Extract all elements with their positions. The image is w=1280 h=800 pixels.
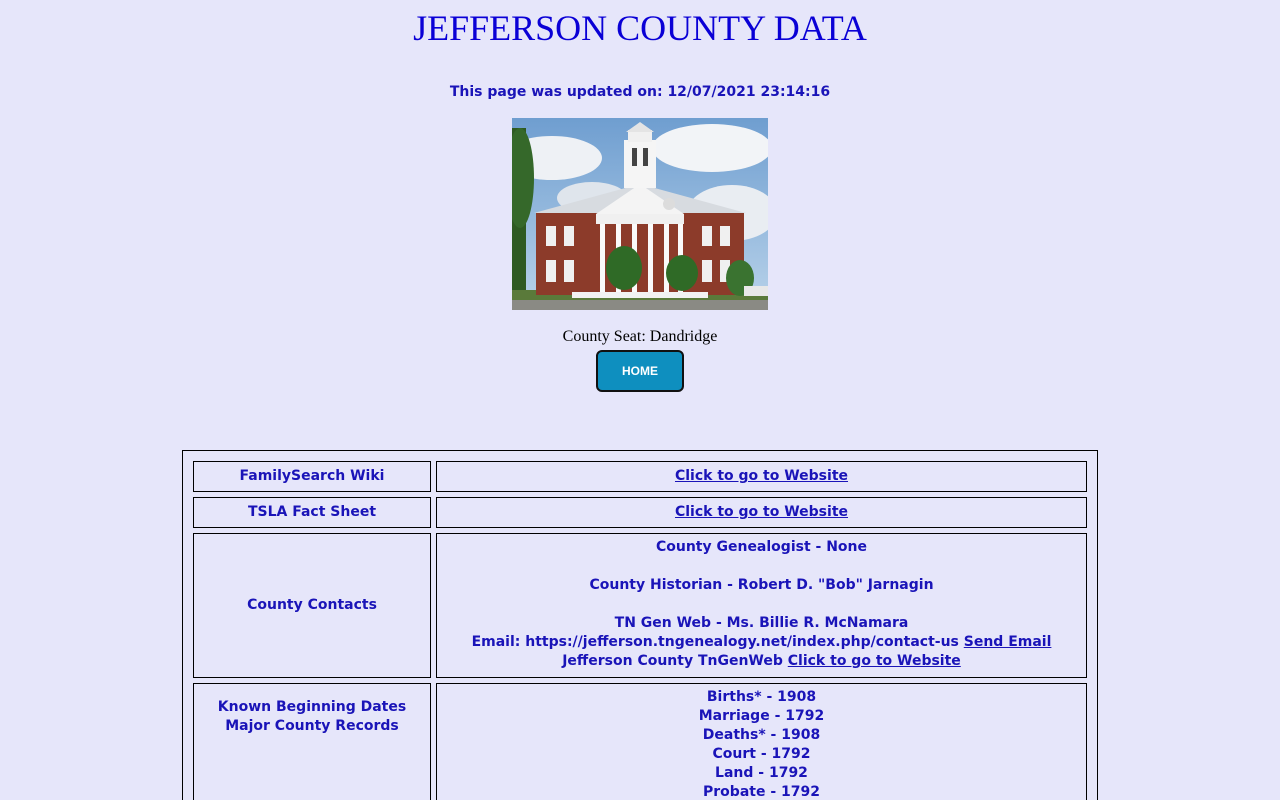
record-deaths: Deaths* - 1908 [702,727,821,743]
tsla-label: TSLA Fact Sheet [247,504,377,520]
page-title: JEFFERSON COUNTY DATA [413,8,867,48]
county-genealogist: County Genealogist - None [655,539,868,555]
records-label-line1: Known Beginning Dates [217,699,407,715]
records-label-line2: Major County Records [225,718,399,734]
updated-label: This page was updated on: [449,84,663,100]
record-births: Births* - 1908 [706,689,817,705]
tsla-website-link[interactable]: Click to go to Website [674,504,849,520]
contacts-details-cell [436,533,1087,678]
record-probate: Probate - 1792 [703,784,820,800]
record-court: Court - 1792 [712,746,811,762]
records-dates-cell [436,683,1087,800]
tngenweb-site-line [562,652,961,671]
familysearch-label: FamilySearch Wiki [239,468,385,484]
county-seat: County Seat: Dandridge [562,328,718,345]
record-marriage: Marriage - 1792 [698,708,825,724]
home-button[interactable]: HOME [596,350,684,392]
tsla-label-cell [193,497,431,528]
email-text: Email: https://jefferson.tngenealogy.net/index.php/contact-us [471,634,959,650]
contacts-label-cell [193,533,431,678]
send-email-link[interactable]: Send Email [963,634,1052,650]
courthouse-photo [512,118,768,310]
familysearch-link-cell [436,461,1087,492]
updated-value: 12/07/2021 23:14:16 [667,84,831,100]
tsla-link-cell [436,497,1087,528]
county-data-table [182,450,1098,800]
county-historian: County Historian - Robert D. "Bob" Jarnagin [589,577,934,593]
email-line [472,633,1052,652]
records-label-cell [193,683,431,800]
tngenweb-website-link[interactable]: Click to go to Website [787,653,961,669]
last-updated [0,82,1280,102]
tngenweb-coordinator: TN Gen Web - Ms. Billie R. McNamara [614,615,909,631]
record-land: Land - 1792 [715,765,808,781]
contacts-label: County Contacts [247,597,377,613]
familysearch-label-cell [193,461,431,492]
familysearch-website-link[interactable]: Click to go to Website [674,468,849,484]
tngenweb-site-text: Jefferson County TnGenWeb [562,653,783,669]
